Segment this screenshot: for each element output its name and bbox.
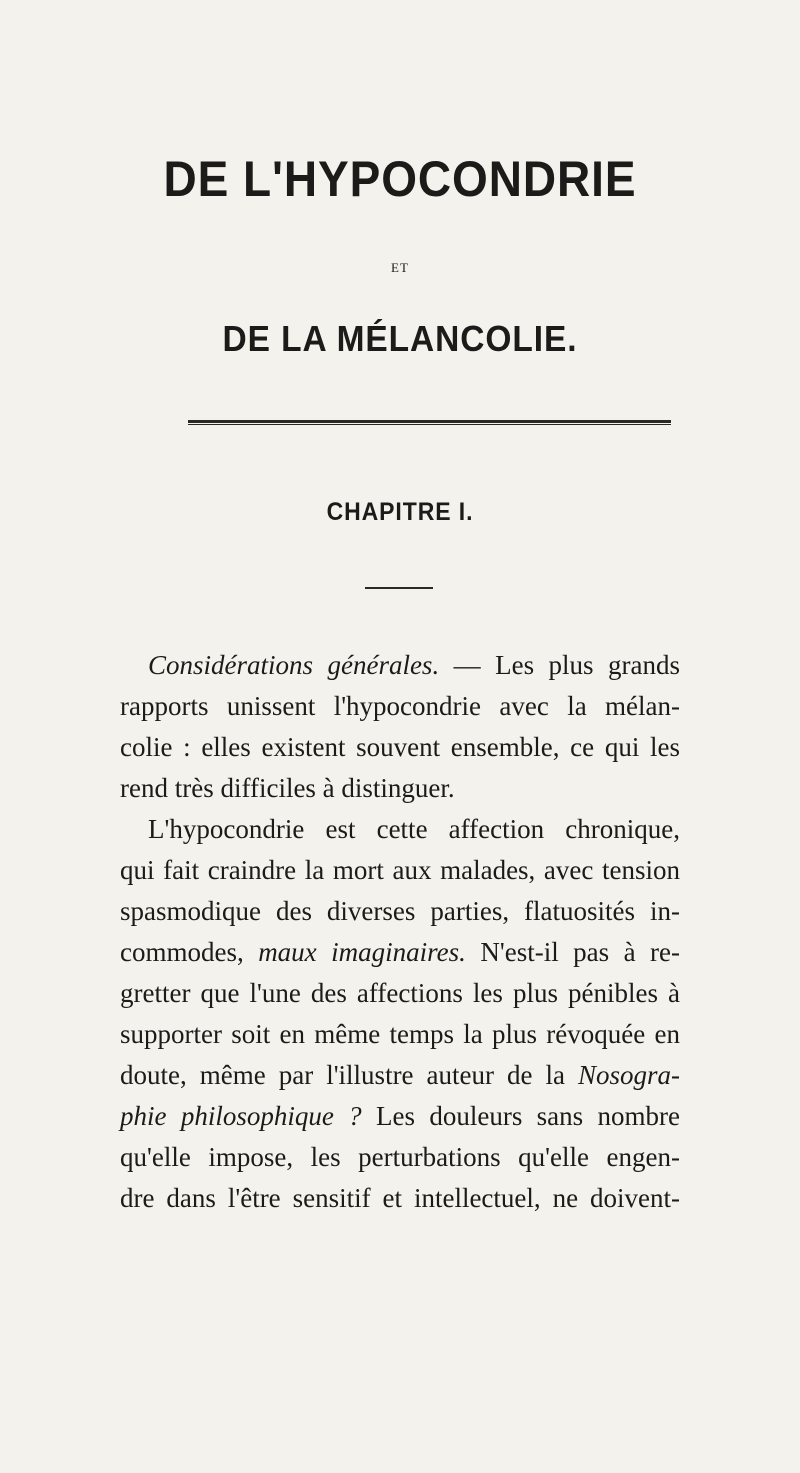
text-line: qu'elle impose, les perturbations qu'elle engen- bbox=[120, 1142, 680, 1172]
text-line: qui fait craindre la mort aux malades, avec tension bbox=[120, 855, 680, 885]
italic-phrase: maux imaginaires. bbox=[258, 937, 466, 967]
chapter-heading: CHAPITRE I. bbox=[326, 498, 474, 526]
text-line: doute, même par l'illustre auteur de la Nosogra- bbox=[120, 1060, 680, 1090]
text-line: rapports unissent l'hypocondrie avec la mélan- bbox=[120, 691, 680, 721]
short-rule-divider bbox=[365, 587, 433, 589]
text-line: rend très difficiles à distinguer. bbox=[120, 773, 455, 803]
italic-phrase: Nosogra- bbox=[577, 1060, 680, 1090]
text-line: gretter que l'une des affections les plus pénibles à bbox=[120, 978, 680, 1008]
secondary-title: DE LA MÉLANCOLIE. bbox=[222, 318, 578, 359]
text-line: supporter soit en même temps la plus révoquée en bbox=[120, 1019, 680, 1049]
text-line: dre dans l'être sensitif et intellectuel, ne doivent- bbox=[120, 1183, 680, 1213]
double-rule-divider bbox=[188, 420, 671, 425]
text-line: Considérations générales. — Les plus grands bbox=[148, 650, 680, 680]
title-conjunction: ET bbox=[391, 260, 409, 275]
italic-phrase: phie philosophique ? bbox=[120, 1101, 362, 1131]
text-line: commodes, maux imaginaires. N'est-il pas à re- bbox=[120, 937, 681, 967]
text-line: phie philosophique ? Les douleurs sans nombre bbox=[120, 1101, 680, 1131]
text-line: L'hypocondrie est cette affection chronique, bbox=[148, 814, 680, 844]
section-heading-italic: Considérations générales. bbox=[148, 650, 440, 680]
text-line: spasmodique des diverses parties, flatuosités in- bbox=[120, 896, 680, 926]
body-text bbox=[120, 645, 680, 1219]
main-title: DE L'HYPOCONDRIE bbox=[163, 151, 637, 207]
text-line: colie : elles existent souvent ensemble, ce qui les bbox=[120, 732, 680, 762]
